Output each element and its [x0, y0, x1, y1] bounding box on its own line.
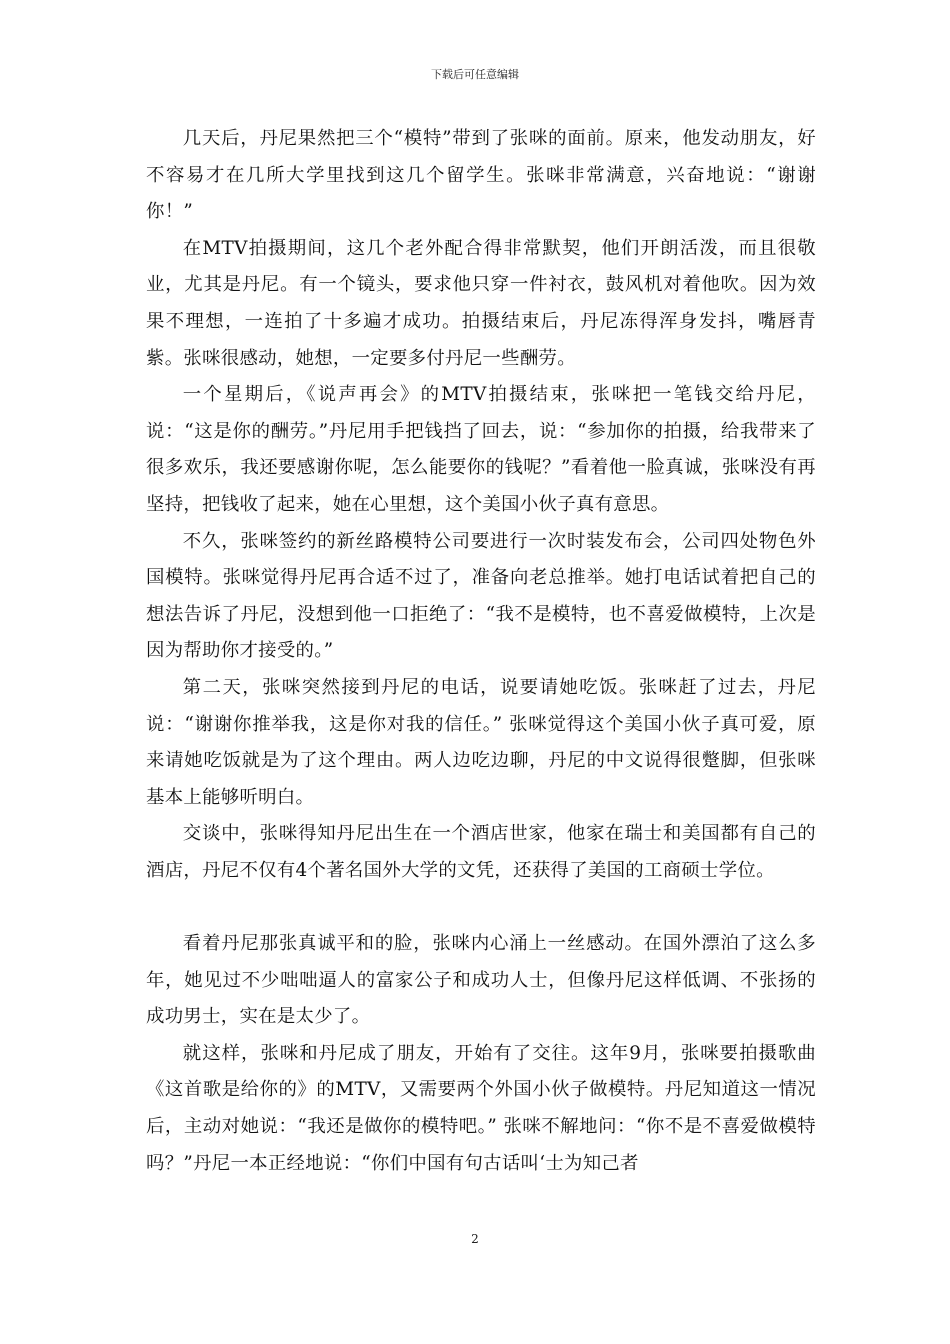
page-number: 2: [471, 1232, 479, 1246]
paragraph-2: 在MTV拍摄期间，这几个老外配合得非常默契，他们开朗活泼，而且很敬业，尤其是丹尼。有一个镜头，要求他只穿一件衬衣，鼓风机对着他吹。因为效果不理想，一连拍了十多遍才成功。拍摄结束后，丹尼冻得浑身发抖，嘴唇青紫。张咪很感动，她想，一定要多付丹尼一些酬劳。: [146, 237, 816, 369]
document-body: [146, 121, 816, 1182]
blank-line: [146, 889, 816, 926]
paragraph-8: 就这样，张咪和丹尼成了朋友，开始有了交往。这年9月，张咪要拍摄歌曲《这首歌是给你的》的MTV，又需要两个外国小伙子做模特。丹尼知道这一情况后，主动对她说：“我还是做你的模特吧。” 张咪不解地问：“你不是不喜爱做模特吗？”丹尼一本正经地说：“你们中国有句古话叫‘士为知己者: [146, 1042, 816, 1174]
paragraph-7: 看着丹尼那张真诚平和的脸，张咪内心涌上一丝感动。在国外漂泊了这么多年，她见过不少咄咄逼人的富家公子和成功人士，但像丹尼这样低调、不张扬的成功男士，实在是太少了。: [146, 933, 816, 1028]
paragraph-6: 交谈中，张咪得知丹尼出生在一个酒店世家，他家在瑞士和美国都有自己的酒店，丹尼不仅有4个著名国外大学的文凭，还获得了美国的工商硕士学位。: [146, 823, 816, 881]
page-header: 下载后可任意编辑: [431, 68, 519, 81]
paragraph-3: 一个星期后，《说声再会》的MTV拍摄结束，张咪把一笔钱交给丹尼，说：“这是你的酬劳。”丹尼用手把钱挡了回去，说：“参加你的拍摄，给我带来了很多欢乐，我还要感谢你呢，怎么能要你的钱呢？”看着他一脸真诚，张咪没有再坚持，把钱收了起来，她在心里想，这个美国小伙子真有意思。: [146, 384, 816, 515]
paragraph-1: 几天后，丹尼果然把三个“模特”带到了张咪的面前。原来，他发动朋友，好不容易才在几所大学里找到这几个留学生。张咪非常满意，兴奋地说：“谢谢你！”: [146, 128, 816, 223]
paragraph-5: 第二天，张咪突然接到丹尼的电话，说要请她吃饭。张咪赶了过去，丹尼说：“谢谢你推举我，这是你对我的信任。” 张咪觉得这个美国小伙子真可爱，原来请她吃饭就是为了这个理由。两人边吃边聊，丹尼的中文说得很蹩脚，但张咪基本上能够听明白。: [146, 676, 816, 808]
paragraph-4: 不久，张咪签约的新丝路模特公司要进行一次时装发布会，公司四处物色外国模特。张咪觉得丹尼再合适不过了，准备向老总推举。她打电话试着把自己的想法告诉了丹尼，没想到他一口拒绝了：“我不是模特，也不喜爱做模特，上次是因为帮助你才接受的。”: [146, 530, 816, 662]
